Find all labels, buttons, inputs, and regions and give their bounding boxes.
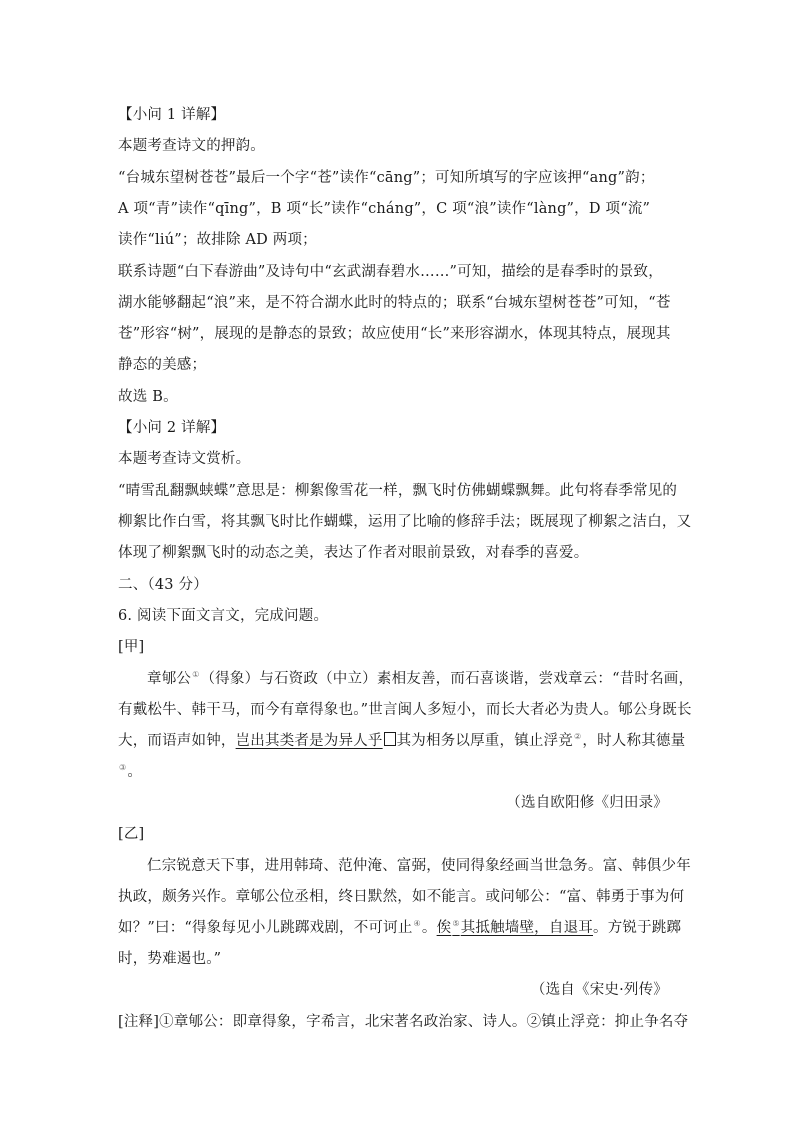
passage-jia-line-3: 大，而语声如钟，岂出其类者是为异人乎 其为相务以厚重，镇止浮竞②，时人称其德量 — [118, 732, 686, 749]
blank-box — [384, 732, 396, 746]
question-6: 6. 阅读下面文言文，完成问题。 — [118, 608, 329, 624]
note-marker-4: ④ — [413, 919, 421, 928]
note-marker-5: ⑤ — [452, 919, 460, 928]
passage-jia-line-4: ③。 — [119, 763, 143, 780]
passage-yi-line-2: 执政，颇务兴作。章郇公位丞相，终日默然，如不能言。或问郇公：“富、韩勇于事为何 — [118, 889, 685, 905]
q2-heading: 【小问 2 详解】 — [118, 420, 226, 436]
passage-yi-line-4: 时，势难遏也。” — [118, 951, 222, 967]
note-marker-3: ③ — [119, 763, 127, 772]
q1-line-4: 读作“liú”；故排除 AD 两项； — [118, 232, 317, 248]
passage-yi-label: [乙] — [118, 826, 145, 842]
q1-line-5: 联系诗题“白下春游曲”及诗句中“玄武湖春碧水……”可知，描绘的是春季时的景致， — [118, 264, 663, 280]
passage-jia-line-1: 章郇公①（得象）与石资政（中立）素相友善，而石喜谈谐，尝戏章云：“昔时名画， — [147, 670, 694, 687]
passage-jia-line-2: 有戴松牛、韩干马，而今有章得象也。”世言闽人多短小，而长大者必为贵人。郇公身既长 — [118, 702, 692, 718]
q1-line-8: 静态的美感； — [118, 357, 207, 373]
q1-line-9: 故选 B。 — [118, 389, 178, 405]
q2-line-1: 本题考查诗文赏析。 — [118, 451, 251, 467]
underlined-sentence-1: 岂出其类者是为异人乎 — [235, 733, 383, 749]
passage-jia-source: （选自欧阳修《归田录》 — [506, 795, 668, 811]
passage-yi-line-3: 如？”曰：“得象每见小儿跳踯戏剧，不可诃止④。俟⑤其抵触墙壁，自退耳。方锐于跳踯 — [118, 919, 682, 936]
note-marker-1: ① — [192, 670, 200, 679]
q2-line-4: 体现了柳絮飘飞时的动态之美，表达了作者对眼前景致，对春季的喜爱。 — [118, 545, 589, 561]
section-2-title: 二、（43 分） — [118, 577, 208, 593]
passage-yi-source: （选自《宋史·列传》 — [530, 982, 668, 998]
q1-heading: 【小问 1 详解】 — [118, 107, 226, 123]
q1-line-6: 湖水能够翻起“浪”来，是不符合湖水此时的特点的；联系“台城东望树苍苍”可知，“苍 — [118, 295, 671, 311]
q2-line-3: 柳絮比作白雪，将其飘飞时比作蝴蝶，运用了比喻的修辞手法；既展现了柳絮之洁白，又 — [118, 514, 692, 530]
q2-line-2: “晴雪乱翻飘蛱蝶”意思是：柳絮像雪花一样，飘飞时仿佛蝴蝶飘舞。此句将春季常见的 — [118, 483, 678, 499]
notes-line: [注释]①章郇公：即章得象，字希言，北宋著名政治家、诗人。②镇止浮竞：抑止争名夺 — [118, 1014, 689, 1030]
passage-yi-line-1: 仁宗锐意天下事，进用韩琦、范仲淹、富弼，使同得象经画当世急务。富、韩俱少年 — [147, 858, 691, 874]
note-marker-2: ② — [574, 732, 582, 741]
underlined-sentence-2: 俟⑤其抵触墙壁，自退耳 — [436, 919, 593, 936]
q1-line-3: A 项“青”读作“qīng”，B 项“长”读作“cháng”，C 项“浪”读作“làng”，D 项“流” — [118, 201, 651, 217]
q1-line-1: 本题考查诗文的押韵。 — [118, 138, 265, 154]
q1-line-7: 苍”形容“树”，展现的是静态的景致；故应使用“长”来形容湖水，体现其特点，展现其 — [118, 326, 671, 342]
q1-line-2: “台城东望树苍苍”最后一个字“苍”读作“cāng”；可知所填写的字应该押“ang”韵； — [118, 170, 655, 186]
passage-jia-label: [甲] — [118, 639, 145, 655]
